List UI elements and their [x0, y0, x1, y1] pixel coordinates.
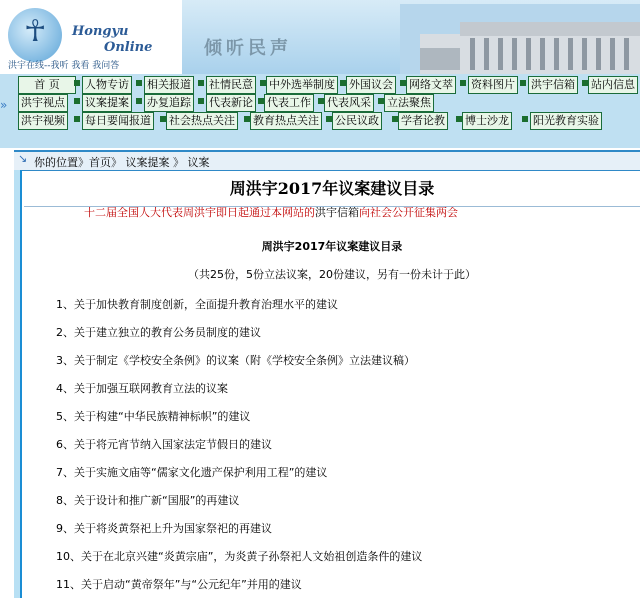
logo-text-hongyu: Hongyu [72, 24, 129, 39]
nav-new-views[interactable]: 代表新论 [206, 94, 256, 112]
nav-separator-icon [74, 116, 80, 122]
nav-public-opinion[interactable]: 社情民意 [206, 76, 256, 94]
nav-followup[interactable]: 办复追踪 [144, 94, 194, 112]
nav-separator-icon [74, 98, 80, 104]
list-item: 8、关于设计和推广新“国服”的再建议 [56, 494, 240, 507]
nav-sunshine-education[interactable]: 阳光教育实验 [530, 112, 602, 130]
list-item: 11、关于启动“黄帝祭年”与“公元纪年”并用的建议 [56, 578, 302, 591]
list-item: 4、关于加强互联网教育立法的议案 [56, 382, 228, 395]
nav-related-reports[interactable]: 相关报道 [144, 76, 194, 94]
list-item: 2、关于建立独立的教育公务员制度的建议 [56, 326, 261, 339]
nav-site-info[interactable]: 站内信息 [588, 76, 638, 94]
nav-separator-icon [520, 80, 526, 86]
nav-separator-icon [74, 80, 80, 86]
nav-election-systems[interactable]: 中外选举制度 [266, 76, 338, 94]
page-title: 周洪宇2017年议案建议目录 [229, 179, 435, 198]
nav-social-hotspots[interactable]: 社会热点关注 [166, 112, 238, 130]
notice-text-2: 向社会公开征集两会 [359, 206, 458, 219]
breadcrumb [14, 150, 640, 171]
nav-separator-icon [460, 80, 466, 86]
nav-mailbox[interactable]: 洪宇信箱 [528, 76, 578, 94]
site-logo[interactable] [0, 0, 182, 74]
nav-home[interactable]: 首 页 [18, 76, 76, 94]
nav-row-1 [0, 76, 640, 94]
great-hall-image [400, 4, 640, 74]
banner-slogan: 倾听民声 [204, 38, 292, 59]
nav-separator-icon [136, 80, 142, 86]
nav-education-hotspots[interactable]: 教育热点关注 [250, 112, 322, 130]
nav-videos[interactable]: 洪宇视频 [18, 112, 68, 130]
nav-separator-icon [198, 98, 204, 104]
list-item: 3、关于制定《学校安全条例》的议案（附《学校安全条例》立法建议稿） [56, 354, 415, 367]
nav-separator-icon [136, 98, 142, 104]
nav-row-2 [0, 94, 640, 112]
dancer-icon: ☥ [24, 14, 47, 49]
title-divider [24, 206, 640, 207]
nav-web-articles[interactable]: 网络文萃 [406, 76, 456, 94]
nav-legislation-focus[interactable]: 立法聚焦 [384, 94, 434, 112]
list-item: 9、关于将炎黄祭祀上升为国家祭祀的再建议 [56, 522, 272, 535]
nav-phd-salon[interactable]: 博士沙龙 [462, 112, 512, 130]
nav-rep-style[interactable]: 代表风采 [324, 94, 374, 112]
left-rail-decoration [14, 170, 22, 598]
nav-civic-politics[interactable]: 公民议政 [332, 112, 382, 130]
logo-tagline: 洪宇在线--我听 我看 我问答 [8, 61, 120, 71]
document-title: 周洪宇2017年议案建议目录 [261, 240, 403, 253]
nav-viewpoint[interactable]: 洪宇视点 [18, 94, 68, 112]
breadcrumb-path[interactable]: 你的位置》首页》 议案提案 》 议案 [34, 156, 210, 169]
site-banner [0, 0, 640, 74]
list-item: 10、关于在北京兴建“炎黄宗庙”，为炎黄子孙祭祀人文始祖创造条件的建议 [56, 550, 423, 563]
nav-interviews[interactable]: 人物专访 [82, 76, 132, 94]
nav-foreign-parliaments[interactable]: 外国议会 [346, 76, 396, 94]
nav-separator-icon [198, 80, 204, 86]
nav-row-3 [0, 112, 640, 130]
nav-proposals[interactable]: 议案提案 [82, 94, 132, 112]
list-item: 1、关于加快教育制度创新，全面提升教育治理水平的建议 [56, 298, 338, 311]
list-item: 6、关于将元宵节纳入国家法定节假日的建议 [56, 438, 272, 451]
notice-text-1: 十二届全国人大代表周洪宇即日起通过本网站的 [84, 206, 315, 219]
content-area [24, 170, 640, 598]
nav-photos[interactable]: 资料图片 [468, 76, 518, 94]
nav-separator-icon [522, 116, 528, 122]
list-item: 7、关于实施文庙等“儒家文化遗产保护利用工程”的建议 [56, 466, 328, 479]
nav-scholar-views[interactable]: 学者论教 [398, 112, 448, 130]
corner-arrow-icon: ↘ [18, 152, 28, 165]
double-chevron-icon: » [0, 98, 8, 112]
document-subtitle: （共25份，5份立法议案，20份建议，另有一份未计于此） [188, 268, 476, 281]
nav-daily-news[interactable]: 每日要闻报道 [82, 112, 154, 130]
notice-mailbox-link[interactable]: 洪宇信箱 [315, 206, 359, 219]
list-item: 5、关于构建“中华民族精神标帜”的建议 [56, 410, 251, 423]
nav-rep-work[interactable]: 代表工作 [264, 94, 314, 112]
logo-text-online: Online [104, 40, 153, 55]
